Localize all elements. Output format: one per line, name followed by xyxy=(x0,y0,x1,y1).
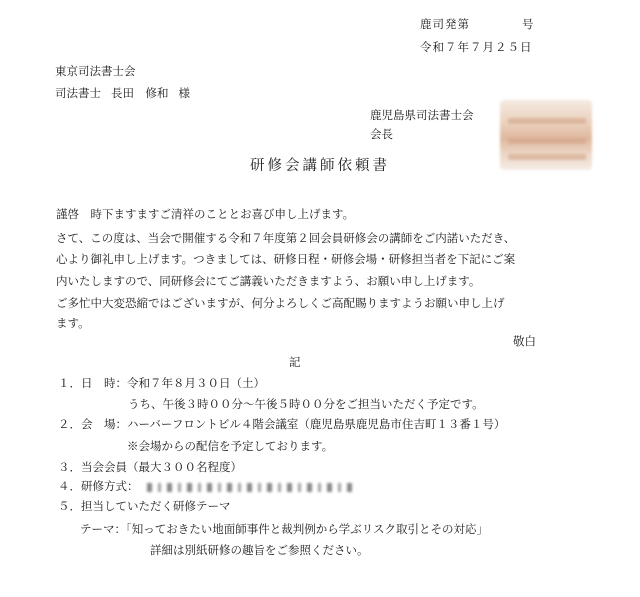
redacted-text xyxy=(147,483,352,492)
body-line-1: 謹啓 時下ますますご清祥のこととお喜び申し上げます。 xyxy=(56,207,355,221)
body-line-4: 内いたしますので、同研修会にてご講義いただきますよう、お願い申し上げます。 xyxy=(56,274,481,288)
sender-organization: 鹿児島県司法書士会 xyxy=(370,108,474,122)
item-theme: テーマ：「知っておきたい地面師事件と裁判例から学ぶリスク取引とその対応」 xyxy=(80,522,489,536)
document-number-suffix: 号 xyxy=(522,17,535,31)
recipient-title: 司法書士 xyxy=(55,86,101,100)
item-participants: ３．当会会員（最大３００名程度） xyxy=(58,460,242,474)
recipient-organization: 東京司法書士会 xyxy=(55,64,136,78)
item-theme-detail: 詳細は別紙研修の趣旨をご参照ください。 xyxy=(150,543,369,557)
body-line-2: さて、この度は、当会で開催する令和７年度第２回会員研修会の講師をご内諾いただき、 xyxy=(56,231,516,245)
item-theme-header: ５．担当していただく研修テーマ xyxy=(58,499,231,513)
item-venue: ２．会 場：ハーバーフロントビル４階会議室（鹿児島県鹿児島市住吉町１３番１号） xyxy=(58,417,506,431)
recipient-honorific: 様 xyxy=(178,86,190,100)
document-number-prefix: 鹿司発第 xyxy=(420,17,470,31)
item-venue-detail: ※会場からの配信を予定しております。 xyxy=(127,439,334,453)
item-format xyxy=(58,481,352,493)
sender-title: 会長 xyxy=(370,127,393,141)
body-line-3: 心より御礼申し上げます。つきましては、研修日程・研修会場・研修担当者を下記にご案 xyxy=(56,252,516,266)
document-date: 令和７年７月２５日 xyxy=(420,40,533,54)
closing-word: 敬白 xyxy=(513,334,536,348)
item-format-label: ４．研修方式： xyxy=(58,479,139,493)
recipient-name-line xyxy=(55,88,190,100)
item-date-detail: うち、午後３時００分〜午後５時００分をご担当いただく予定です。 xyxy=(128,397,484,411)
body-line-5: ご多忙中大変恐縮ではございますが、何分よろしくご高配賜りますようお願い申し上げ xyxy=(56,296,505,310)
document-number xyxy=(420,19,535,31)
body-line-6: ます。 xyxy=(56,316,90,330)
recipient-name: 長田 修和 xyxy=(111,86,169,100)
ki-heading: 記 xyxy=(289,355,301,369)
document-title: 研修会講師依頼書 xyxy=(250,158,390,174)
item-date: １．日 時：令和７年８月３０日（土） xyxy=(58,376,265,390)
